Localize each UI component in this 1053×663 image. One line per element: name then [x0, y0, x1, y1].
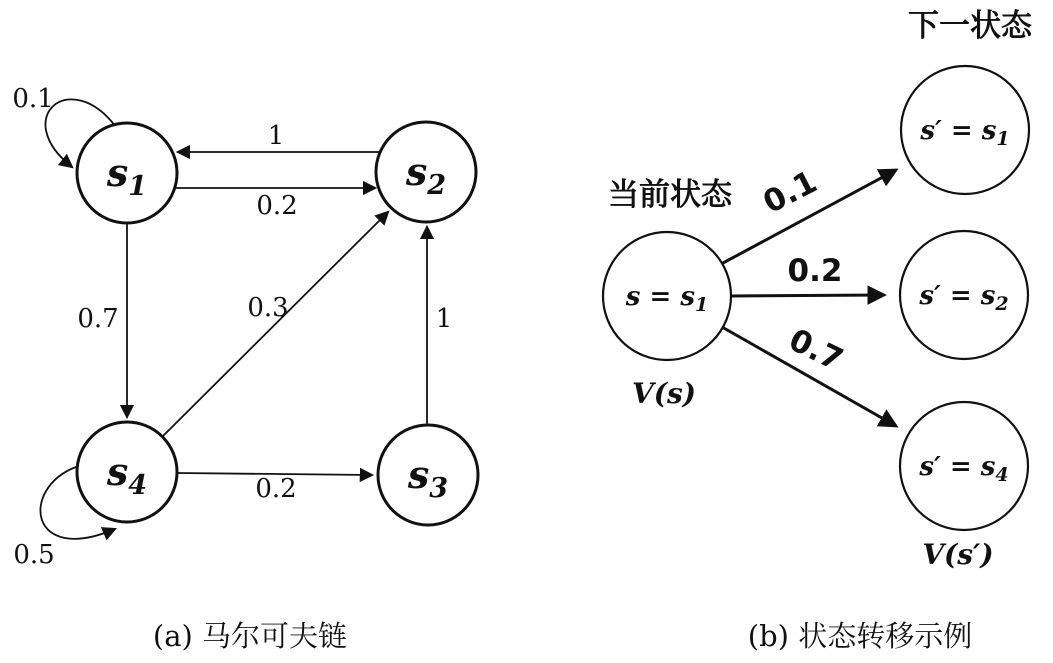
arrow-prob-0.2-label: 0.2	[787, 253, 843, 289]
node-s2-label: $s_2$	[405, 149, 447, 201]
node-s3-label: $s_3$	[407, 452, 449, 504]
caption-a: (a) 马尔可夫链	[152, 619, 348, 653]
current-state-header: 当前状态	[608, 177, 732, 213]
arrow-prob-0.1-label: 0.1	[757, 163, 823, 221]
next-state-header: 下一状态	[908, 8, 1032, 44]
node-s4-label: $s_4$	[106, 449, 148, 501]
arrow-prob-0.2	[731, 295, 884, 296]
node-next-s4-label: $s' = s_4$	[919, 452, 1009, 486]
edge-s4-to-s2-label: 0.3	[247, 293, 289, 323]
value-function-next-label: V(s′)	[922, 538, 994, 571]
node-next-s2-label: $s' = s_2$	[919, 281, 1009, 315]
node-next-s1-label: $s' = s_1$	[920, 116, 1010, 150]
arrow-prob-0.7-label: 0.7	[783, 321, 849, 379]
state-transition-diagram	[603, 8, 1033, 653]
edge-s1-to-s4-label: 0.7	[77, 304, 119, 334]
node-s1-label: $s_1$	[106, 150, 148, 202]
markov-chain-diagram	[12, 84, 478, 653]
caption-b: (b) 状态转移示例	[747, 619, 973, 653]
edge-s1-self-label: 0.1	[12, 84, 54, 114]
edge-s4-to-s2	[163, 212, 388, 436]
edge-s1-to-s2-label: 0.2	[256, 191, 298, 221]
edge-s2-to-s1-label: 1	[267, 121, 285, 151]
value-function-current-label: V(s)	[632, 377, 696, 410]
node-current-state-label: $s = s_1$	[625, 282, 709, 316]
edge-s4-self-label: 0.5	[13, 540, 55, 570]
edge-s3-to-s2-label: 1	[435, 304, 453, 334]
edge-s4-to-s3-label: 0.2	[255, 474, 297, 504]
